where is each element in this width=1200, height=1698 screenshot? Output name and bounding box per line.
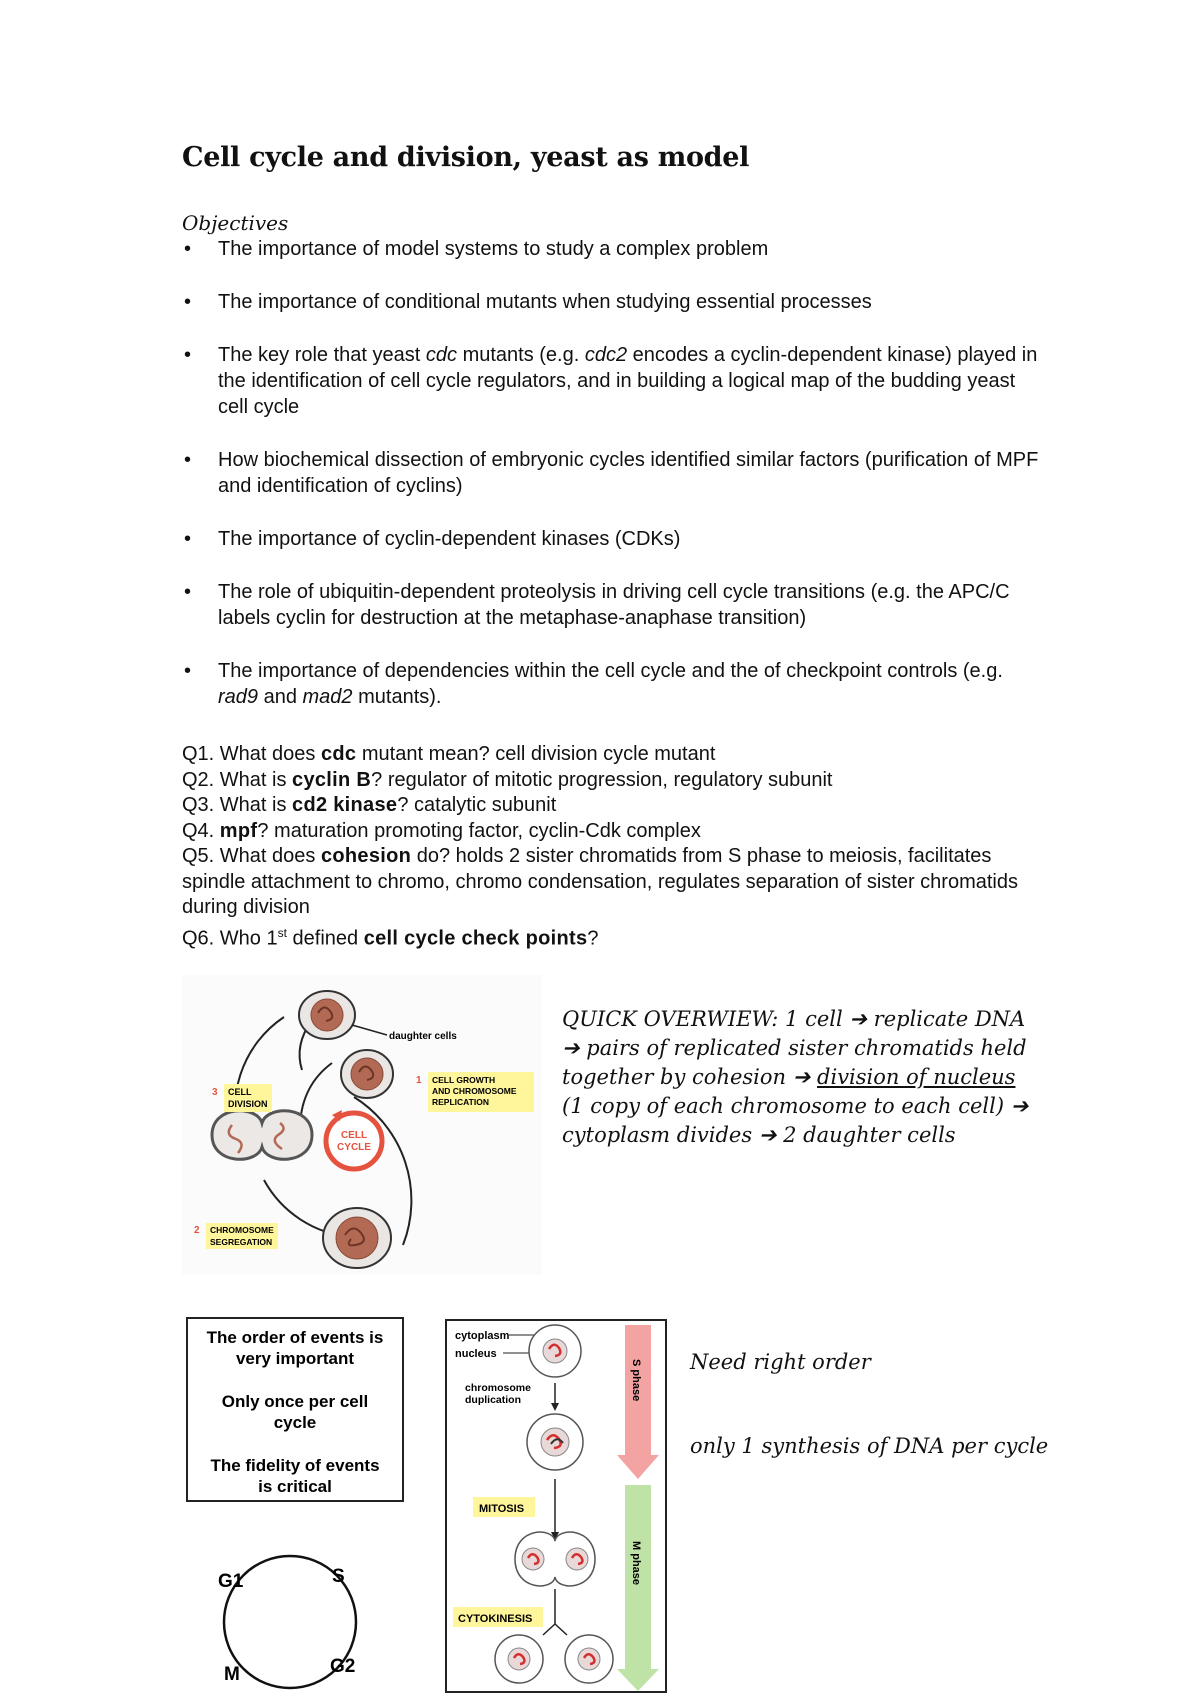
order-line-2: very important bbox=[235, 1349, 355, 1368]
step3-number: 3 bbox=[212, 1087, 218, 1098]
order-line-6: is critical bbox=[258, 1477, 332, 1496]
mitosis-label: MITOSIS bbox=[479, 1503, 525, 1515]
step2-label-2: SEGREGATION bbox=[210, 1237, 273, 1247]
m-phase-label: M phase bbox=[630, 1541, 642, 1586]
right-order-note: Need right order bbox=[690, 1350, 871, 1374]
questions bbox=[182, 742, 1042, 952]
step1-label-2: AND CHROMOSOME bbox=[432, 1086, 517, 1096]
question-1: Q1. What does cdc mutant mean? cell division cycle mutant bbox=[182, 743, 716, 765]
objective-item: • The importance of cyclin-dependent kinases (CDKs) bbox=[182, 526, 1042, 552]
quick-overview-note: QUICK OVERWIEW: 1 cell ➔ replicate DNA ➔ pairs of replicated sister chromatids held together by cohesion ➔ division of nucleus (1 copy of each chromosome to each cell) ➔ cytoplasm divides ➔ 2 daughter cells bbox=[562, 1007, 1029, 1147]
cell-cycle-figure bbox=[182, 975, 542, 1275]
duplication-label: chromosome bbox=[465, 1382, 531, 1394]
question-5: Q5. What does cohesion do? holds 2 sister chromatids from S phase to meiosis, facilitates spindle attachment to chromo, chromo condensation, regulates separation of sister chromatids during division bbox=[182, 845, 1018, 918]
dna-synthesis-note: only 1 synthesis of DNA per cycle bbox=[690, 1434, 1049, 1458]
phase-circle-diagram bbox=[210, 1545, 370, 1695]
cytokinesis-label: CYTOKINESIS bbox=[458, 1613, 533, 1625]
page-title: Cell cycle and division, yeast as model bbox=[182, 142, 750, 173]
objective-item: • The importance of conditional mutants when studying essential processes bbox=[182, 289, 1042, 315]
objective-item: • The importance of dependencies within the cell cycle and the of checkpoint controls (e.g. rad9 and mad2 mutants). bbox=[182, 658, 1042, 710]
objectives-heading: Objectives bbox=[182, 211, 289, 235]
cell-cycle-center-label-2: CYCLE bbox=[337, 1142, 371, 1153]
step1-label: CELL GROWTH bbox=[432, 1075, 496, 1085]
phase-s-label: S bbox=[332, 1566, 345, 1587]
step3-label-2: DIVISION bbox=[228, 1099, 268, 1109]
step2-label: CHROMOSOME bbox=[210, 1225, 274, 1235]
phase-g2-label: G2 bbox=[330, 1656, 356, 1677]
objectives-list bbox=[182, 236, 1042, 737]
objective-item: • How biochemical dissection of embryonic cycles identified similar factors (purification of MPF and identification of cyclins) bbox=[182, 447, 1042, 499]
order-line-5: The fidelity of events bbox=[210, 1456, 380, 1475]
cell-cycle-center-label: CELL bbox=[340, 1130, 368, 1141]
order-line-4: cycle bbox=[273, 1413, 317, 1432]
order-line-3: Only once per cell bbox=[221, 1392, 369, 1411]
cell-division-figure bbox=[445, 1319, 667, 1694]
question-6: Q6. Who 1st defined cell cycle check points? bbox=[182, 925, 599, 950]
step1-label-3: REPLICATION bbox=[432, 1097, 489, 1107]
step3-label: CELL bbox=[228, 1087, 252, 1097]
objective-item: • The role of ubiquitin-dependent proteolysis in driving cell cycle transitions (e.g. the APC/C labels cyclin for destruction at the metaphase-anaphase transition) bbox=[182, 579, 1042, 631]
objective-item: • The key role that yeast cdc mutants (e.g. cdc2 encodes a cyclin-dependent kinase) played in the identification of cell cycle regulators, and in building a logical map of the budding yeast cell cycle bbox=[182, 342, 1042, 420]
duplication-label-2: duplication bbox=[465, 1394, 521, 1406]
step1-number: 1 bbox=[416, 1075, 422, 1086]
objective-item: • The importance of model systems to study a complex problem bbox=[182, 236, 1042, 262]
phase-g1-label: G1 bbox=[218, 1571, 244, 1592]
order-importance-box bbox=[186, 1317, 406, 1503]
order-line-1: The order of events is bbox=[206, 1328, 384, 1347]
cytoplasm-label: cytoplasm bbox=[455, 1330, 510, 1342]
nucleus-label: nucleus bbox=[455, 1348, 497, 1360]
step2-number: 2 bbox=[194, 1225, 200, 1236]
daughter-cells-label: daughter cells bbox=[389, 1031, 457, 1042]
question-4: Q4. mpf? maturation promoting factor, cyclin-Cdk complex bbox=[182, 819, 701, 842]
question-2: Q2. What is cyclin B? regulator of mitotic progression, regulatory subunit bbox=[182, 768, 833, 791]
phase-m-label: M bbox=[224, 1664, 240, 1685]
question-3: Q3. What is cd2 kinase? catalytic subunit bbox=[182, 794, 557, 816]
s-phase-label: S phase bbox=[630, 1359, 642, 1402]
